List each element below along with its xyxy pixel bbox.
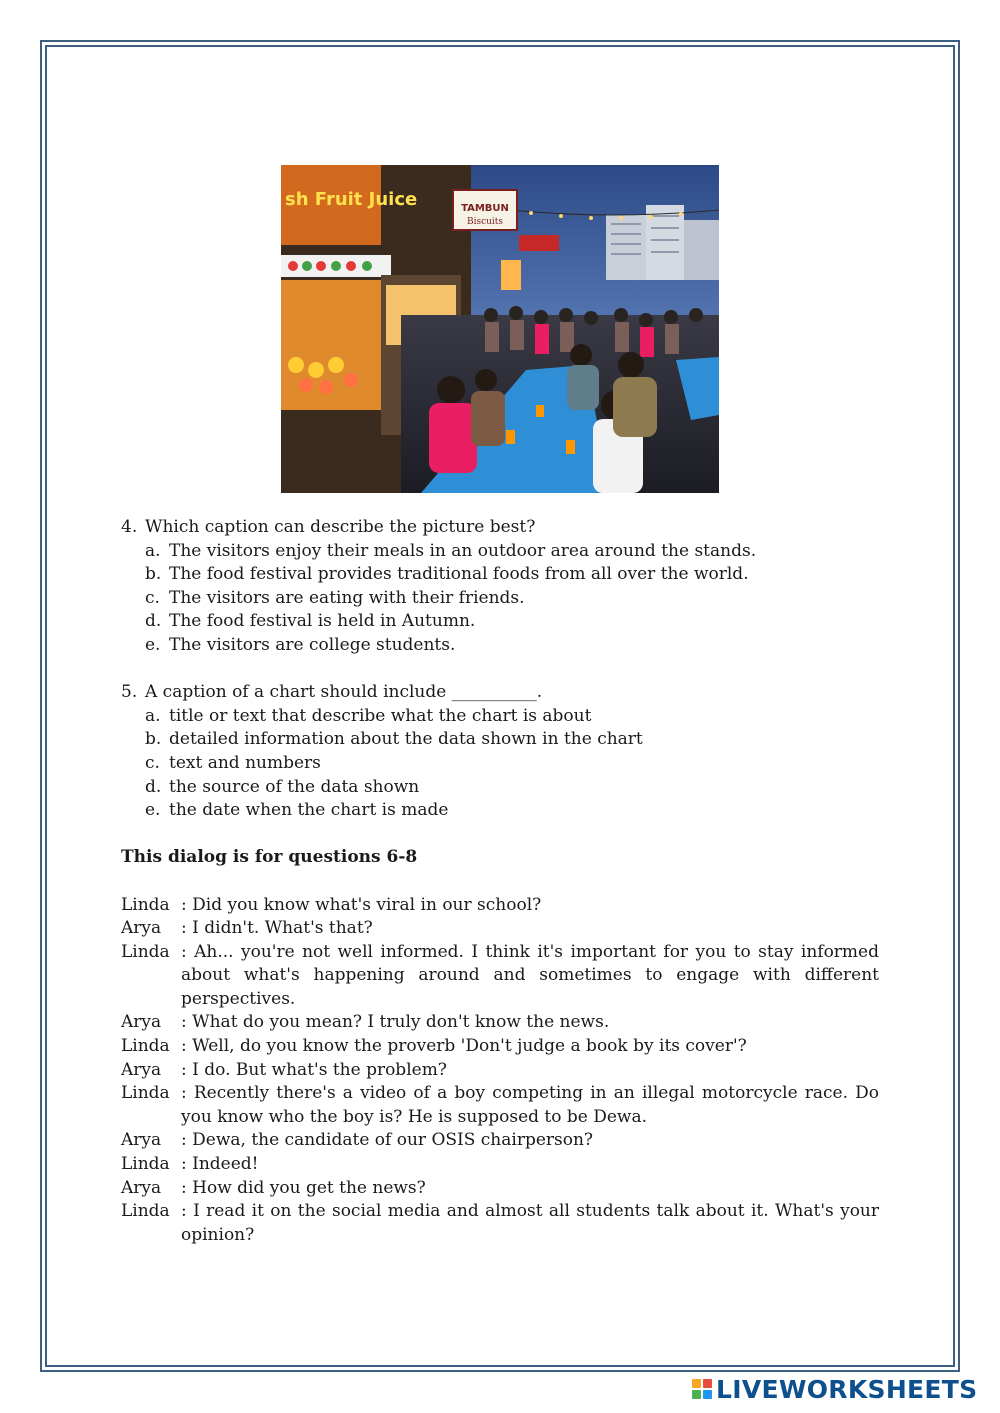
option-letter: a. [145, 540, 161, 561]
speaker-name: Arya [121, 918, 162, 939]
question-text: Which caption can describe the picture best? [145, 517, 536, 537]
dialog-line [121, 1177, 879, 1201]
dialog-text: : I didn't. What's that? [181, 918, 373, 939]
logo-square [703, 1390, 712, 1399]
dialog-line [121, 1011, 879, 1035]
photo-sign-tambun: TAMBUN [461, 203, 509, 214]
option-letter: c. [145, 587, 160, 608]
answer-option [145, 728, 879, 752]
option-text: The food festival provides traditional foods from all over the world. [169, 564, 749, 585]
speaker-name: Linda [121, 1083, 170, 1104]
option-letter: e. [145, 634, 161, 655]
dialog-line [121, 1129, 879, 1153]
option-text: The visitors are college students. [169, 634, 456, 655]
dialog-text: : Recently there's a video of a boy competing in an illegal motorcycle race. Do you know who the boy is? He is supposed to be Dewa. [181, 1083, 879, 1127]
question-5 [121, 681, 879, 823]
answer-option [145, 587, 879, 611]
photo-sign-biscuits: Biscuits [466, 217, 504, 227]
answer-option [145, 540, 879, 564]
question-4 [121, 516, 879, 658]
option-letter: c. [145, 752, 160, 773]
dialog-line [121, 894, 879, 918]
option-text: title or text that describe what the chart is about [169, 705, 592, 726]
answer-options [145, 705, 879, 823]
question-number: 4. [121, 517, 138, 537]
dialog-line [121, 1059, 879, 1083]
speaker-name: Arya [121, 1012, 162, 1033]
option-letter: e. [145, 800, 161, 821]
logo-square [692, 1379, 701, 1388]
dialog-text: : Did you know what's viral in our school? [181, 894, 542, 915]
answer-option [145, 799, 879, 823]
dialog-line [121, 1082, 879, 1129]
dialog [121, 894, 879, 1248]
answer-option [145, 563, 879, 587]
option-letter: a. [145, 705, 161, 726]
option-letter: b. [145, 564, 162, 585]
option-text: detailed information about the data shown in the chart [169, 729, 643, 750]
dialog-text: : How did you get the news? [181, 1177, 426, 1198]
dialog-line [121, 941, 879, 1012]
logo-square [692, 1390, 701, 1399]
option-text: text and numbers [169, 752, 321, 773]
dialog-text: : I do. But what's the problem? [181, 1059, 447, 1080]
liveworksheets-logo[interactable] [692, 1374, 977, 1404]
option-text: the source of the data shown [169, 776, 420, 797]
option-text: The visitors enjoy their meals in an outdoor area around the stands. [169, 540, 757, 561]
speaker-name: Linda [121, 941, 170, 962]
answer-option [145, 776, 879, 800]
answer-option [145, 634, 879, 658]
speaker-name: Linda [121, 1036, 170, 1057]
answer-option [145, 752, 879, 776]
answer-option [145, 610, 879, 634]
answer-option [145, 705, 879, 729]
dialog-text: : Ah... you're not well informed. I think it's important for you to stay informed about what's happening around and sometimes to engage with different perspectives. [181, 941, 879, 1009]
speaker-name: Arya [121, 1130, 162, 1151]
dialog-line [121, 917, 879, 941]
logo-square [703, 1379, 712, 1388]
dialog-line [121, 1200, 879, 1247]
logo-text: LIVEWORKSHEETS [716, 1374, 978, 1404]
dialog-line [121, 1153, 879, 1177]
question-text: A caption of a chart should include __________. [145, 682, 543, 703]
answer-options [145, 540, 879, 658]
option-letter: b. [145, 729, 162, 750]
dialog-line [121, 1035, 879, 1059]
option-text: The food festival is held in Autumn. [169, 611, 476, 632]
speaker-name: Linda [121, 1201, 170, 1222]
option-text: the date when the chart is made [169, 800, 449, 821]
dialog-text: : Dewa, the candidate of our OSIS chairperson? [181, 1130, 594, 1151]
speaker-name: Arya [121, 1177, 162, 1198]
logo-mark-icon [692, 1379, 712, 1399]
dialog-text: : Indeed! [181, 1154, 259, 1175]
food-festival-photo [281, 165, 719, 493]
speaker-name: Linda [121, 1154, 170, 1175]
dialog-text: : Well, do you know the proverb 'Don't judge a book by its cover'? [181, 1036, 747, 1057]
option-letter: d. [145, 611, 162, 632]
option-letter: d. [145, 776, 162, 797]
dialog-text: : What do you mean? I truly don't know the news. [181, 1012, 610, 1033]
worksheet-content [121, 516, 879, 1247]
speaker-name: Arya [121, 1059, 162, 1080]
dialog-text: : I read it on the social media and almost all students talk about it. What's your opinion? [181, 1201, 879, 1245]
option-text: The visitors are eating with their friends. [169, 587, 525, 608]
speaker-name: Linda [121, 894, 170, 915]
question-number: 5. [121, 682, 138, 703]
dialog-heading: This dialog is for questions 6-8 [121, 847, 418, 868]
photo-sign-juice: sh Fruit Juice [285, 189, 418, 210]
